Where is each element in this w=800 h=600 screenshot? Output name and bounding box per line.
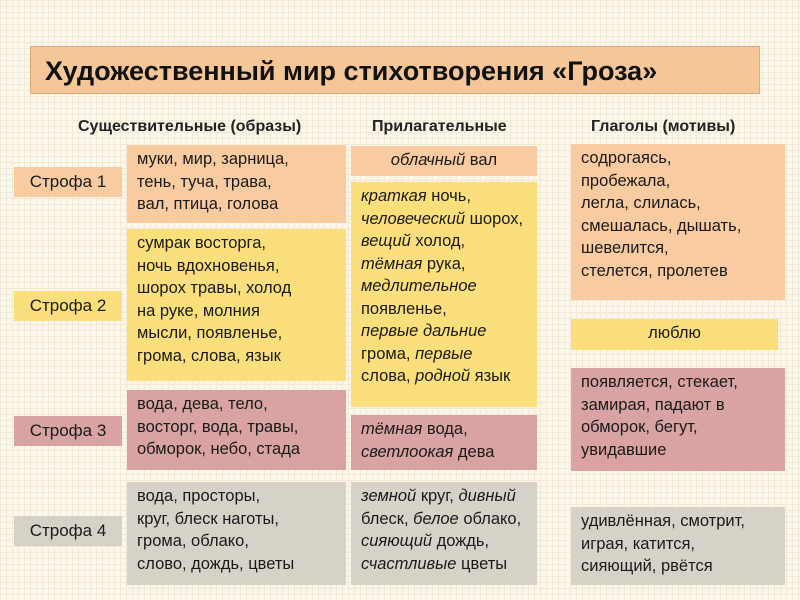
cell-line: увидавшие <box>581 440 667 459</box>
noun-word: цветы <box>456 554 508 573</box>
noun-word: грома, <box>361 344 416 363</box>
cell-line: муки, мир, зарница, <box>137 150 289 168</box>
adjective-word: счастливые <box>361 554 457 573</box>
cell-line: грома, слова, язык <box>137 346 281 365</box>
cell-line: пробежала, <box>581 171 671 190</box>
cell-line: мысли, появленье, <box>137 324 283 342</box>
noun-word: дева <box>453 442 495 461</box>
adjective-word: тёмная <box>361 254 423 273</box>
cell-line <box>361 230 529 253</box>
cell-line: ночь вдохновенья, <box>137 256 280 275</box>
noun-word: рука, <box>422 254 466 273</box>
cell-line: шорох травы, холод <box>137 279 292 297</box>
adjective-word: краткая <box>361 187 427 205</box>
cell-line: сумрак восторга, <box>137 234 266 252</box>
cell-line: обморок, бегут, <box>581 418 698 436</box>
adjective-word: тёмная <box>361 420 423 438</box>
adjective-word: медлительное <box>361 277 477 295</box>
verbs-cell-4 <box>571 507 785 585</box>
cell-line <box>351 149 537 172</box>
noun-word: холод, <box>410 232 466 250</box>
nouns-cell-4 <box>127 482 346 585</box>
cell-line: замирая, падают в <box>581 395 725 414</box>
adjective-word: человеческий <box>361 209 466 228</box>
stanza-label-2: Строфа 2 <box>14 291 122 321</box>
cell-line <box>361 508 529 531</box>
adjective-word: сияющий <box>361 532 433 550</box>
verbs-cell-3 <box>571 368 785 471</box>
adjective-word: дивный <box>458 487 516 505</box>
cell-line <box>361 253 529 276</box>
adjectives-cell-3 <box>351 415 537 470</box>
cell-line: вал, птица, голова <box>137 195 279 213</box>
cell-line: восторг, вода, травы, <box>137 417 299 436</box>
cell-line <box>361 320 529 343</box>
noun-word: язык <box>470 367 511 385</box>
cell-line <box>361 530 529 553</box>
adjective-word: облачный <box>390 151 466 169</box>
verbs-cell-2 <box>571 319 778 350</box>
cell-line: круг, блеск наготы, <box>137 509 279 528</box>
adjective-word: родной <box>415 367 471 385</box>
cell-line: шевелится, <box>581 239 669 257</box>
adjective-word: земной <box>361 487 417 505</box>
cell-line <box>361 553 529 576</box>
cell-line <box>361 485 529 508</box>
nouns-cell-1 <box>127 145 346 223</box>
nouns-cell-3 <box>127 390 346 470</box>
adjective-word: светлоокая <box>361 442 454 461</box>
cell-line: на руке, молния <box>137 301 260 320</box>
noun-word: слова, <box>361 367 416 385</box>
cell-line: грома, облако, <box>137 532 249 550</box>
column-header-adjectives: Прилагательные <box>372 118 507 135</box>
noun-word: ночь, <box>426 187 471 205</box>
stanza-label-4: Строфа 4 <box>14 516 122 546</box>
cell-line: слово, дождь, цветы <box>137 554 295 573</box>
cell-line: удивлённая, смотрит, <box>581 512 745 530</box>
cell-line: смешалась, дышать, <box>581 216 742 235</box>
cell-line: содрогаясь, <box>581 149 672 167</box>
cell-line: обморок, небо, стада <box>137 440 301 458</box>
cell-line: сияющий, рвётся <box>581 557 713 575</box>
adjectives-cell-4 <box>351 482 537 585</box>
cell-line: появляется, стекает, <box>581 373 738 391</box>
noun-word: блеск, <box>361 509 414 528</box>
cell-line: играя, катится, <box>581 534 696 553</box>
stanza-label-3: Строфа 3 <box>14 416 122 446</box>
noun-word: вода, <box>422 420 468 438</box>
adjective-word: белое <box>413 509 459 528</box>
column-header-verbs: Глаголы (мотивы) <box>591 118 736 135</box>
adjectives-cell-1 <box>351 146 537 176</box>
noun-word: дождь, <box>432 532 490 550</box>
adjective-word: первые <box>415 344 473 363</box>
stanza-label-1: Строфа 1 <box>14 167 122 197</box>
column-header-nouns: Существительные (образы) <box>78 118 302 135</box>
page-title: Художественный мир стихотворения «Гроза» <box>30 46 760 94</box>
nouns-cell-2 <box>127 229 346 381</box>
cell-line: легла, слилась, <box>581 194 701 212</box>
cell-line <box>361 343 529 366</box>
noun-word: шорох, <box>465 209 524 228</box>
cell-line: вода, дева, тело, <box>137 395 268 413</box>
cell-line <box>361 208 529 231</box>
cell-line: люблю <box>648 324 701 342</box>
cell-line: тень, туча, трава, <box>137 172 272 191</box>
cell-line <box>361 298 529 321</box>
noun-word: появленье, <box>361 299 447 318</box>
noun-word: облако, <box>458 509 522 528</box>
cell-line <box>361 441 529 464</box>
cell-line <box>361 275 529 298</box>
noun-word: круг, <box>416 487 459 505</box>
cell-line <box>361 185 529 208</box>
adjectives-cell-2 <box>351 182 537 407</box>
cell-line <box>361 365 529 388</box>
cell-line <box>361 418 529 441</box>
noun-word: вал <box>465 151 498 169</box>
adjective-word: первые дальние <box>361 322 487 340</box>
adjective-word: вещий <box>361 232 411 250</box>
verbs-cell-1 <box>571 144 785 300</box>
cell-line: стелется, пролетев <box>581 261 728 280</box>
cell-line: вода, просторы, <box>137 487 261 505</box>
